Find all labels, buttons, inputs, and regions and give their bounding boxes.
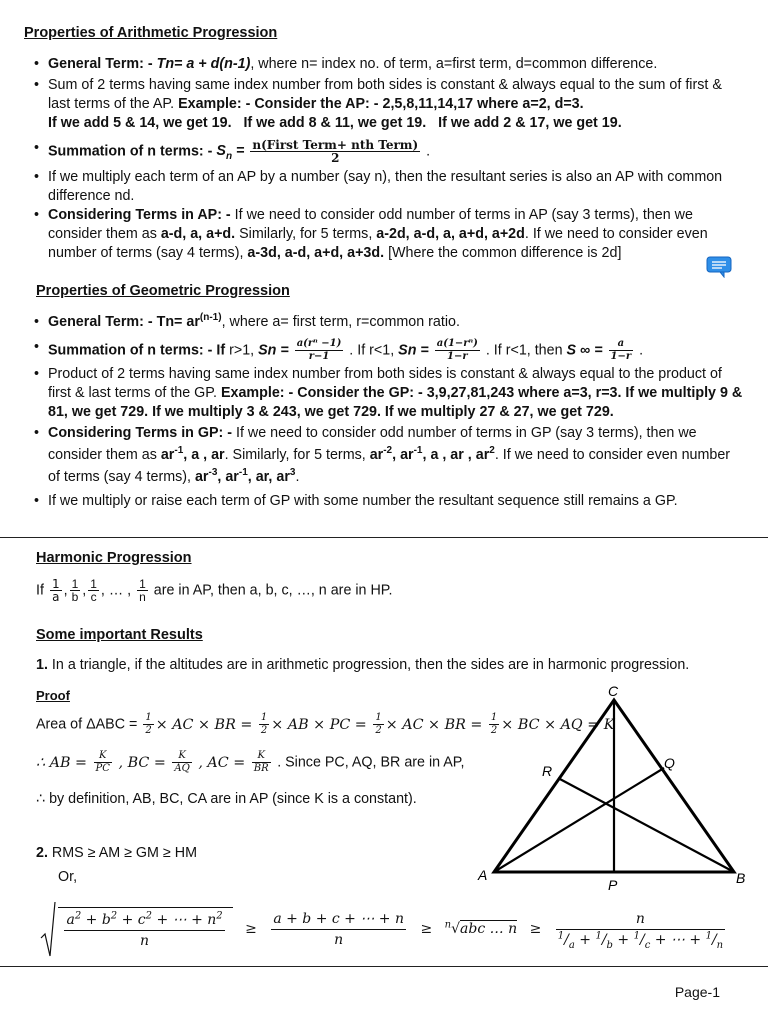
ap-heading: Properties of Arithmetic Progression <box>24 25 278 41</box>
footer-divider <box>0 966 768 967</box>
sides-equation: ∴ AB = $\frac{K}{PC}$ , BC = $\frac{K}{AQ}$ , AC = $\frac{K}{BR}$ . Since PC, AQ, BR are in AP, <box>36 750 465 774</box>
result-item-1: 1. In a triangle, if the altitudes are in arithmetic progression, then the sides are in harmonic progression. <box>36 657 690 673</box>
gp-heading: Properties of Geometric Progression <box>36 283 290 299</box>
gp-sum-fraction-3: $\frac{a}{1-r}$ <box>610 338 632 362</box>
comment-icon[interactable] <box>706 256 732 278</box>
page-number: Page-1 <box>674 984 720 1000</box>
ap-sum-same-index: • Sum of 2 terms having same index number from both sides is constant & always equal to the sum of first & last terms of the AP. Example: - Consider the AP: - 2,5,8,11,14,17 where a=2, d=3. If we add 5 & 14, we get 19. If we add 8 & 11, we get 19. If we add 2 & 17, we get 19. <box>34 76 744 133</box>
sqrt-sign <box>40 900 56 958</box>
label-p: P <box>608 877 618 893</box>
gp-considering: • Considering Terms in GP: - If we need to consider odd number of terms in GP (say 3 terms), then we consider them as $ar^{-1}$, a , ar. Similarly, for 5 terms, $ar^{-2}$, $ar^{-1}$, a , ar , $ar^2$. If we need to consider even number of terms (say 4 terms), $ar^{-3}$, $ar^{-1}$, ar, $ar^3$. <box>34 422 744 488</box>
hp-heading: Harmonic Progression <box>36 550 192 566</box>
therefore-line: ∴ by definition, AB, BC, CA are in AP (since K is a constant). <box>36 791 417 807</box>
ap-summation: • Summation of n terms: - $S_n$ = $\frac{\text{n(First Term+ nth Term)}}{2}$ . <box>34 139 744 164</box>
ap-general-term: • General Term: - Tn= a + d(n-1), where n= index no. of term, a=first term, d=common difference. <box>34 55 744 74</box>
triangle-diagram <box>476 682 752 896</box>
label-b: B <box>736 870 746 886</box>
gp-product: • Product of 2 terms having same index number from both sides is constant & always equal to the product of first & last terms of the GP. Example: - Consider the GP: - 3,9,27,81,243 where a=3, r=3. If we multiply 9 & 81, we get 729. If we multiply 3 & 243, we get 729. If we multiply 27 & 27, we get 729. <box>34 365 744 422</box>
gp-raise: • If we multiply or raise each term of GP with some number the resultant sequence still remains a GP. <box>34 492 744 511</box>
result-item-2: 2. RMS ≥ AM ≥ GM ≥ HM <box>36 845 197 861</box>
gp-general-term: • General Term: - $Tn= ar^{(n-1)}$, where a= first term, r=common ratio. <box>34 313 744 332</box>
gp-list <box>34 313 744 511</box>
ap-summation-fraction: $\frac{\text{n(First Term+ nth Term)}}{2}$ <box>252 138 419 165</box>
label-c: C <box>608 683 619 699</box>
mean-inequality: $\frac{a^2 + b^2 + c^2 + \cdots + n^2}{n}$ ≥ $\frac{a + b + c + \cdots + n}{n}$ ≥ $^n$√abc … n ≥ $\frac{n}{^1/_a + ^1/_b + ^1/_c + \cdots + ^1/_n}$ <box>40 900 727 958</box>
label-r: R <box>542 763 553 779</box>
altitude-br <box>558 778 734 872</box>
label-q: Q <box>664 755 675 771</box>
section-divider <box>0 537 768 538</box>
results-heading: Some important Results <box>36 627 203 643</box>
ap-multiply: • If we multiply each term of an AP by a number (say n), then the resultant series is also an AP with common difference nd. <box>34 168 744 206</box>
ap-general-term-formula: Tn= a + d(n-1) <box>156 56 251 72</box>
area-equation: Area of ΔABC = $\frac{1}{2}$ × AC × BR = $\frac{1}{2}$ × AB × PC = $\frac{1}{2}$ × AC × BR = $\frac{1}{2}$ × BC × AQ = K <box>36 712 615 736</box>
gp-sum-fraction-2: $\frac{\text{a(1−rⁿ)}}{1-r}$ <box>436 338 478 362</box>
label-a: A <box>478 867 488 883</box>
or-text: Or, <box>58 869 78 885</box>
proof-label: Proof <box>36 688 70 703</box>
ap-list <box>34 55 744 263</box>
hp-definition: If $\frac{1}{a}$ , $\frac{1}{b}$ , $\frac{1}{c}$ , … , $\frac{1}{n}$ are in AP, then a, b, c, …, n are in HP. <box>36 577 393 604</box>
gp-summation: • Summation of n terms: - If r>1, Sn = $\frac{\text{a(rⁿ −1)}}{r-1}$ . If r<1, Sn = $\frac{\text{a(1−rⁿ)}}{1-r}$ . If r<1, then S ∞ = $\frac{a}{1-r}$ . <box>34 338 744 363</box>
gp-sum-fraction-1: $\frac{\text{a(rⁿ −1)}}{r-1}$ <box>296 338 342 362</box>
ap-considering: • Considering Terms in AP: - If we need to consider odd number of terms in AP (say 3 terms), then we consider them as a-d, a, a+d. Similarly, for 5 terms, a-2d, a-d, a, a+d, a+2d. If we need to consider even number of terms (say 4 terms), a-3d, a-d, a+d, a+3d. [Where the common difference is 2d] <box>34 206 744 263</box>
